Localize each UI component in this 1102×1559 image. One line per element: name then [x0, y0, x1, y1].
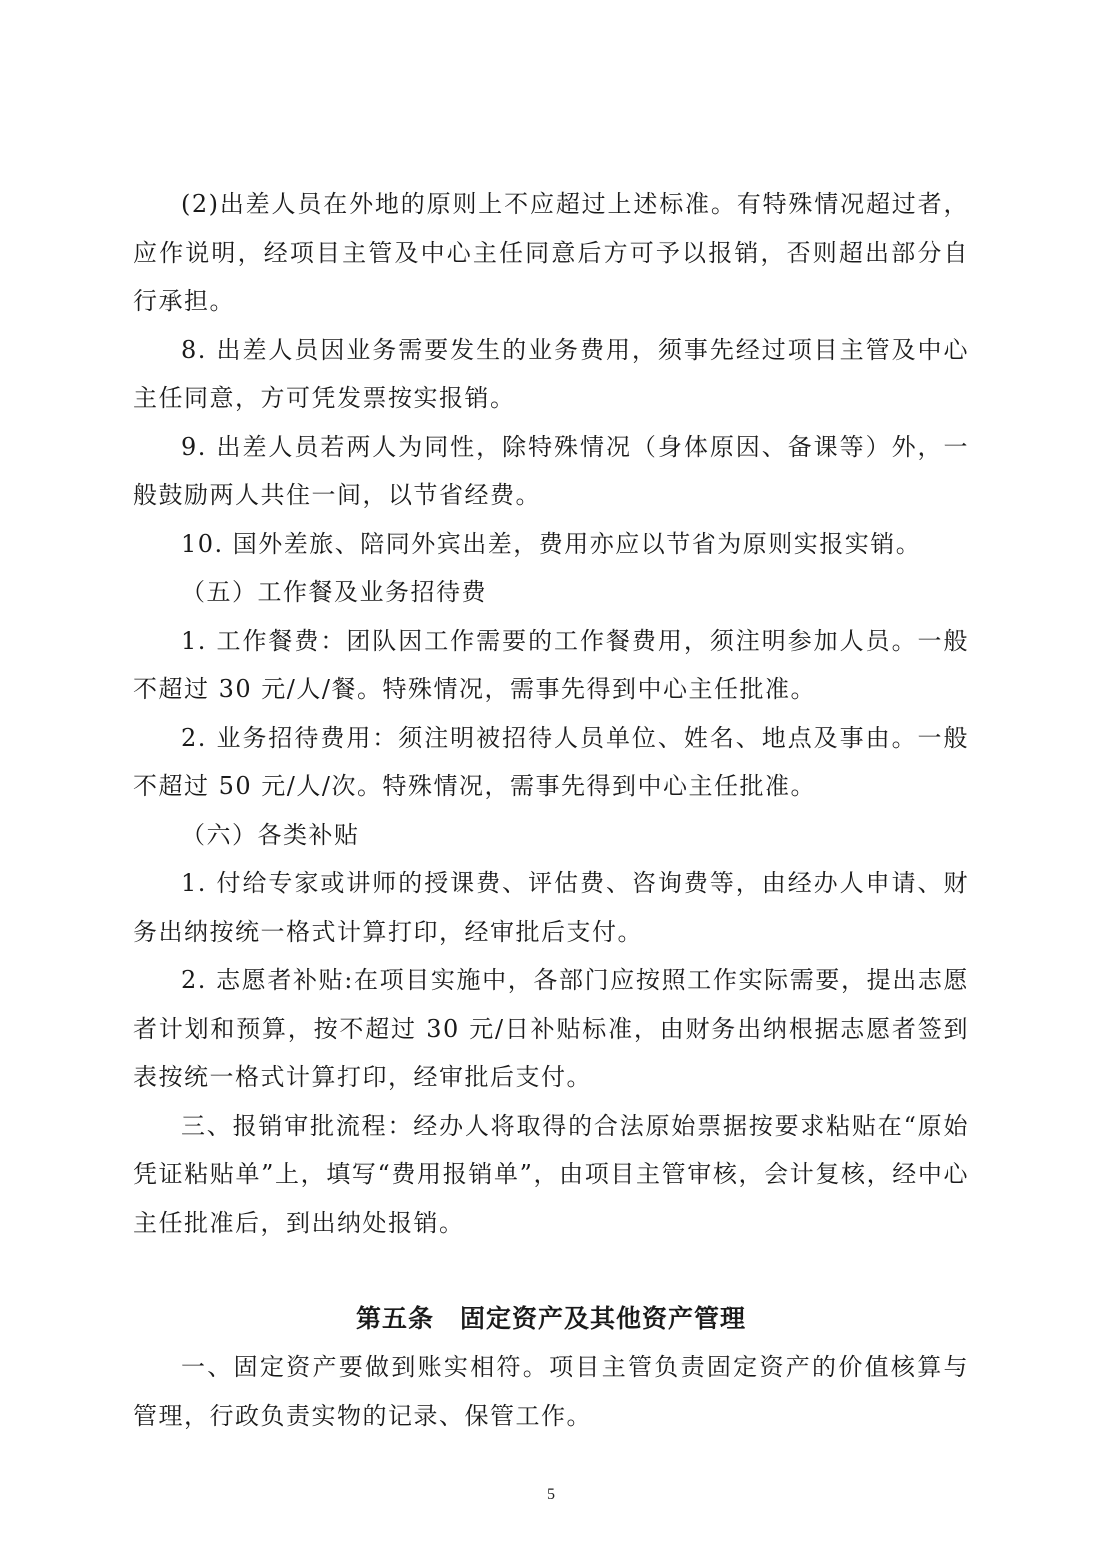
paragraph-item-9: 9. 出差人员若两人为同性，除特殊情况（身体原因、备课等）外，一般鼓励两人共住一间，以节省经费。	[133, 432, 969, 509]
subheading-meals-entertainment: （五）工作餐及业务招待费	[181, 578, 487, 606]
paragraph-item-10: 10. 国外差旅、陪同外宾出差，费用亦应以节省为原则实报实销。	[181, 529, 922, 558]
paragraph-volunteer-subsidy: 2. 志愿者补贴:在项目实施中，各部门应按照工作实际需要，提出志愿者计划和预算，按不超过 30 元/日补贴标准，由财务出纳根据志愿者签到表按统一格式计算打印，经审批后支付。	[133, 966, 969, 1091]
document-body	[133, 180, 969, 1440]
page-number: 5	[547, 1486, 555, 1503]
paragraph-expert-fees: 1. 付给专家或讲师的授课费、评估费、咨询费等，由经办人申请、财务出纳按统一格式计算打印，经审批后支付。	[133, 869, 969, 946]
paragraph-item-8: 8. 出差人员因业务需要发生的业务费用，须事先经过项目主管及中心主任同意，方可凭发票按实报销。	[133, 335, 969, 412]
paragraph-approval-process: 三、报销审批流程：经办人将取得的合法原始票据按要求粘贴在“原始凭证粘贴单”上，填写“费用报销单”，由项目主管审核，会计复核，经中心主任批准后，到出纳处报销。	[133, 1111, 969, 1237]
paragraph-meal-fee: 1. 工作餐费：团队因工作需要的工作餐费用，须注明参加人员。一般不超过 30 元/人/餐。特殊情况，需事先得到中心主任批准。	[133, 626, 969, 703]
subheading-subsidies: （六）各类补贴	[181, 820, 360, 849]
paragraph-fixed-assets: 一、固定资产要做到账实相符。项目主管负责固定资产的价值核算与管理，行政负责实物的记录、保管工作。	[133, 1353, 969, 1430]
paragraph-entertainment-fee: 2. 业务招待费用：须注明被招待人员单位、姓名、地点及事由。一般不超过 50 元/人/次。特殊情况，需事先得到中心主任批准。	[133, 723, 969, 800]
section-heading-article-5: 第五条 固定资产及其他资产管理	[355, 1304, 746, 1333]
paragraph-travel-standard: (2)出差人员在外地的原则上不应超过上述标准。有特殊情况超过者，应作说明，经项目主管及中心主任同意后方可予以报销，否则超出部分自行承担。	[133, 190, 969, 315]
